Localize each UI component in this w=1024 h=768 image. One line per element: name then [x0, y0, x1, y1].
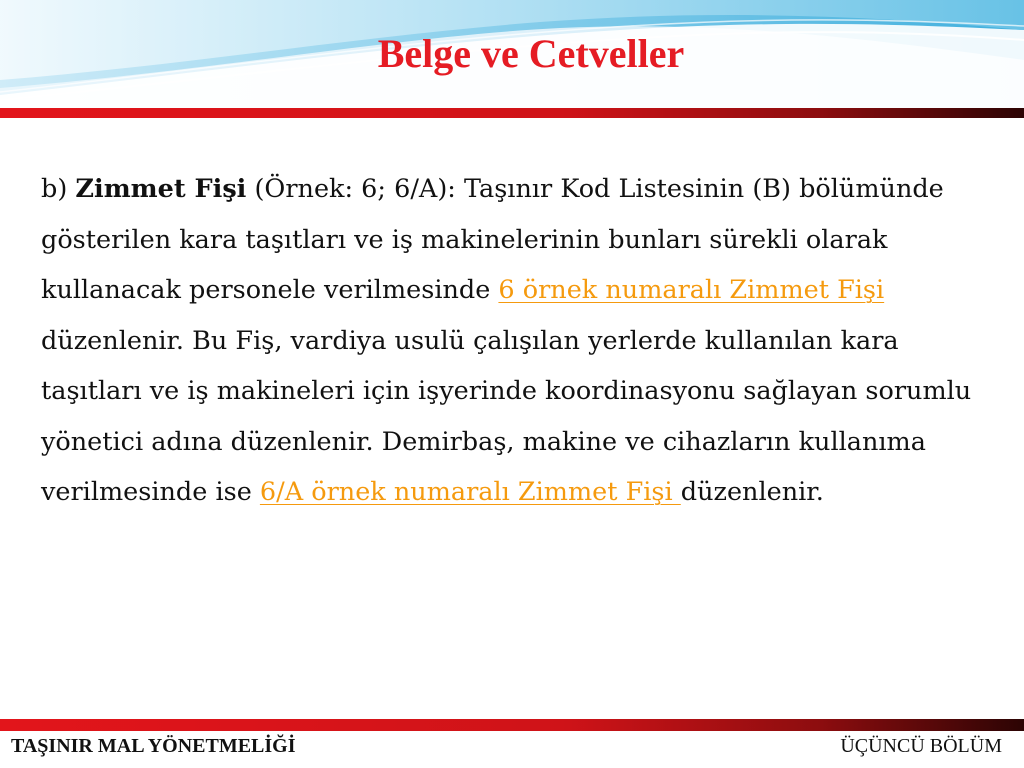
link-zimmet-fisi-6[interactable]: 6 örnek numaralı Zimmet Fişi	[498, 275, 885, 305]
slide-title: Belge ve Cetveller	[377, 31, 685, 76]
body-bold-term: Zimmet Fişi	[75, 174, 247, 204]
body-text-3: düzenlenir.	[680, 477, 824, 507]
footer-divider-bar	[0, 719, 1024, 731]
body-paragraph	[41, 164, 981, 518]
body-text-2: düzenlenir. Bu Fiş, vardiya usulü çalışılan yerlerde kullanılan kara taşıtları ve iş makineleri için işyerinde koordinasyonu sağlayan sorumlu yönetici adına düzenlenir. Demirbaş, makine ve cihazların kullanıma verilmesinde ise	[41, 325, 972, 507]
body-text-1: (Örnek: 6; 6/A): Taşınır Kod Listesinin (B) bölümünde gösterilen kara taşıtları ve iş makinelerinin bunları sürekli olarak kullanacak personele verilmesinde	[41, 174, 944, 305]
header-divider-bar	[0, 108, 1024, 118]
body-prefix: b)	[41, 174, 76, 204]
footer-left-text: TAŞINIR MAL YÖNETMELİĞİ	[11, 735, 296, 757]
footer	[0, 731, 1024, 768]
footer-right-text: ÜÇÜNCÜ BÖLÜM	[840, 735, 1002, 757]
link-zimmet-fisi-6a[interactable]: 6/A örnek numaralı Zimmet Fişi	[259, 477, 681, 507]
